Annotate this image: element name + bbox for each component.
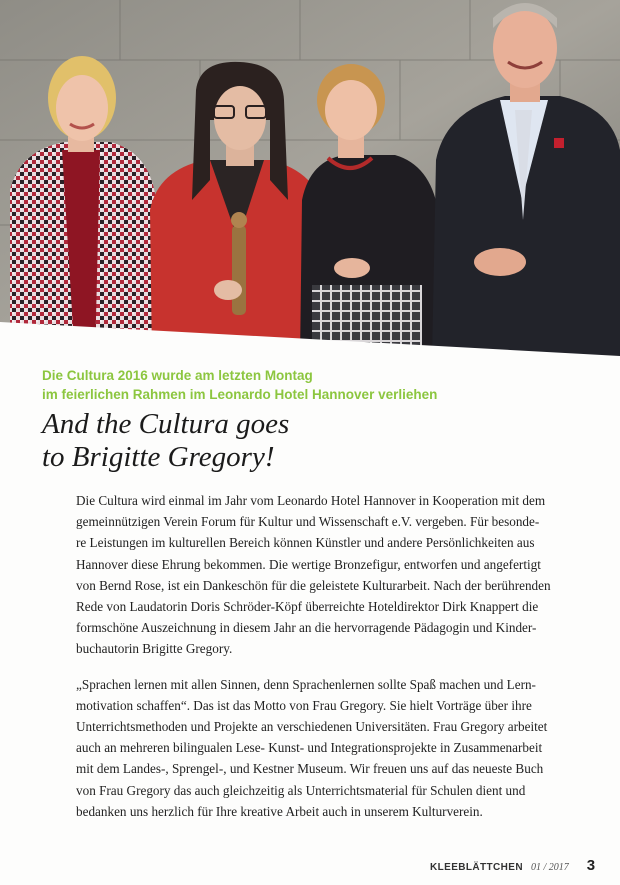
subheading-line: im feierlichen Rahmen im Leonardo Hotel Hannover verliehen bbox=[42, 387, 438, 402]
text-line: Rede von Laudatorin Doris Schröder-Köpf überreichte Hoteldirektor Dirk Knappert die bbox=[76, 599, 539, 615]
text-line: buchautorin Brigitte Gregory. bbox=[76, 641, 233, 657]
page-footer bbox=[430, 857, 600, 877]
subheading-line: Die Cultura 2016 wurde am letzten Montag bbox=[42, 368, 313, 383]
page-number: 3 bbox=[586, 857, 596, 874]
text-line: bedanken uns herzlich für Ihre kreative Arbeit auch in unserem Kulturverein. bbox=[76, 803, 483, 819]
text-line: formschöne Auszeichnung in diesem Jahr an die hervorragende Pädagogin und Kinder- bbox=[76, 620, 537, 636]
text-line: gemeinnützigen Verein Forum für Kultur und Wissenschaft e.V. vergeben. Für besonde- bbox=[76, 514, 540, 530]
paragraph-gap bbox=[76, 660, 576, 674]
headline-line: And the Cultura goes bbox=[42, 408, 290, 440]
text-line: Die Cultura wird einmal im Jahr vom Leonardo Hotel Hannover in Kooperation mit dem bbox=[76, 493, 546, 508]
group-photo bbox=[0, 0, 620, 360]
text-line: von Bernd Rose, ist ein Dankeschön für die geleistete Kulturarbeit. Nach der berührenden bbox=[76, 577, 551, 593]
paragraph-2 bbox=[76, 674, 576, 822]
issue-number: 01 / 2017 bbox=[530, 862, 569, 873]
article-body bbox=[76, 490, 576, 822]
text-line: Hannover diese Ehrung bekommen. Die wertige Bronzefigur, entworfen und angefertigt bbox=[76, 556, 541, 572]
article-headline bbox=[42, 408, 602, 474]
magazine-name: KLEEBLÄTTCHEN bbox=[430, 862, 523, 873]
text-line: re Leistungen im kulturellen Bereich können Künstler und andere Persönlichkeiten aus bbox=[76, 535, 535, 551]
paragraph-1 bbox=[76, 490, 576, 660]
text-line: mit dem Landes-, Sprengel-, und Kestner Museum. Wir freuen uns auf das neueste Buch bbox=[76, 761, 544, 777]
text-line: motivation schaffen“. Das ist das Motto von Frau Gregory. Sie hielt Vorträge über ihre bbox=[76, 697, 532, 713]
text-line: auch an mehreren bilingualen Lese- Kunst- und Integrationsprojekte in Zusammenarbeit bbox=[76, 740, 543, 756]
text-line: Unterrichtsmethoden und Projekte an verschiedenen Universitäten. Frau Gregory arbeitet bbox=[76, 719, 548, 735]
headline-line: to Brigitte Gregory! bbox=[42, 441, 275, 473]
text-line: „Sprachen lernen mit allen Sinnen, denn Sprachenlernen sollte Spaß machen und Lern- bbox=[76, 676, 536, 692]
subheading bbox=[42, 366, 602, 404]
text-line: von Frau Gregory das auch gleichzeitig als Unterrichtsmaterial für Schulen dient und bbox=[76, 782, 526, 798]
